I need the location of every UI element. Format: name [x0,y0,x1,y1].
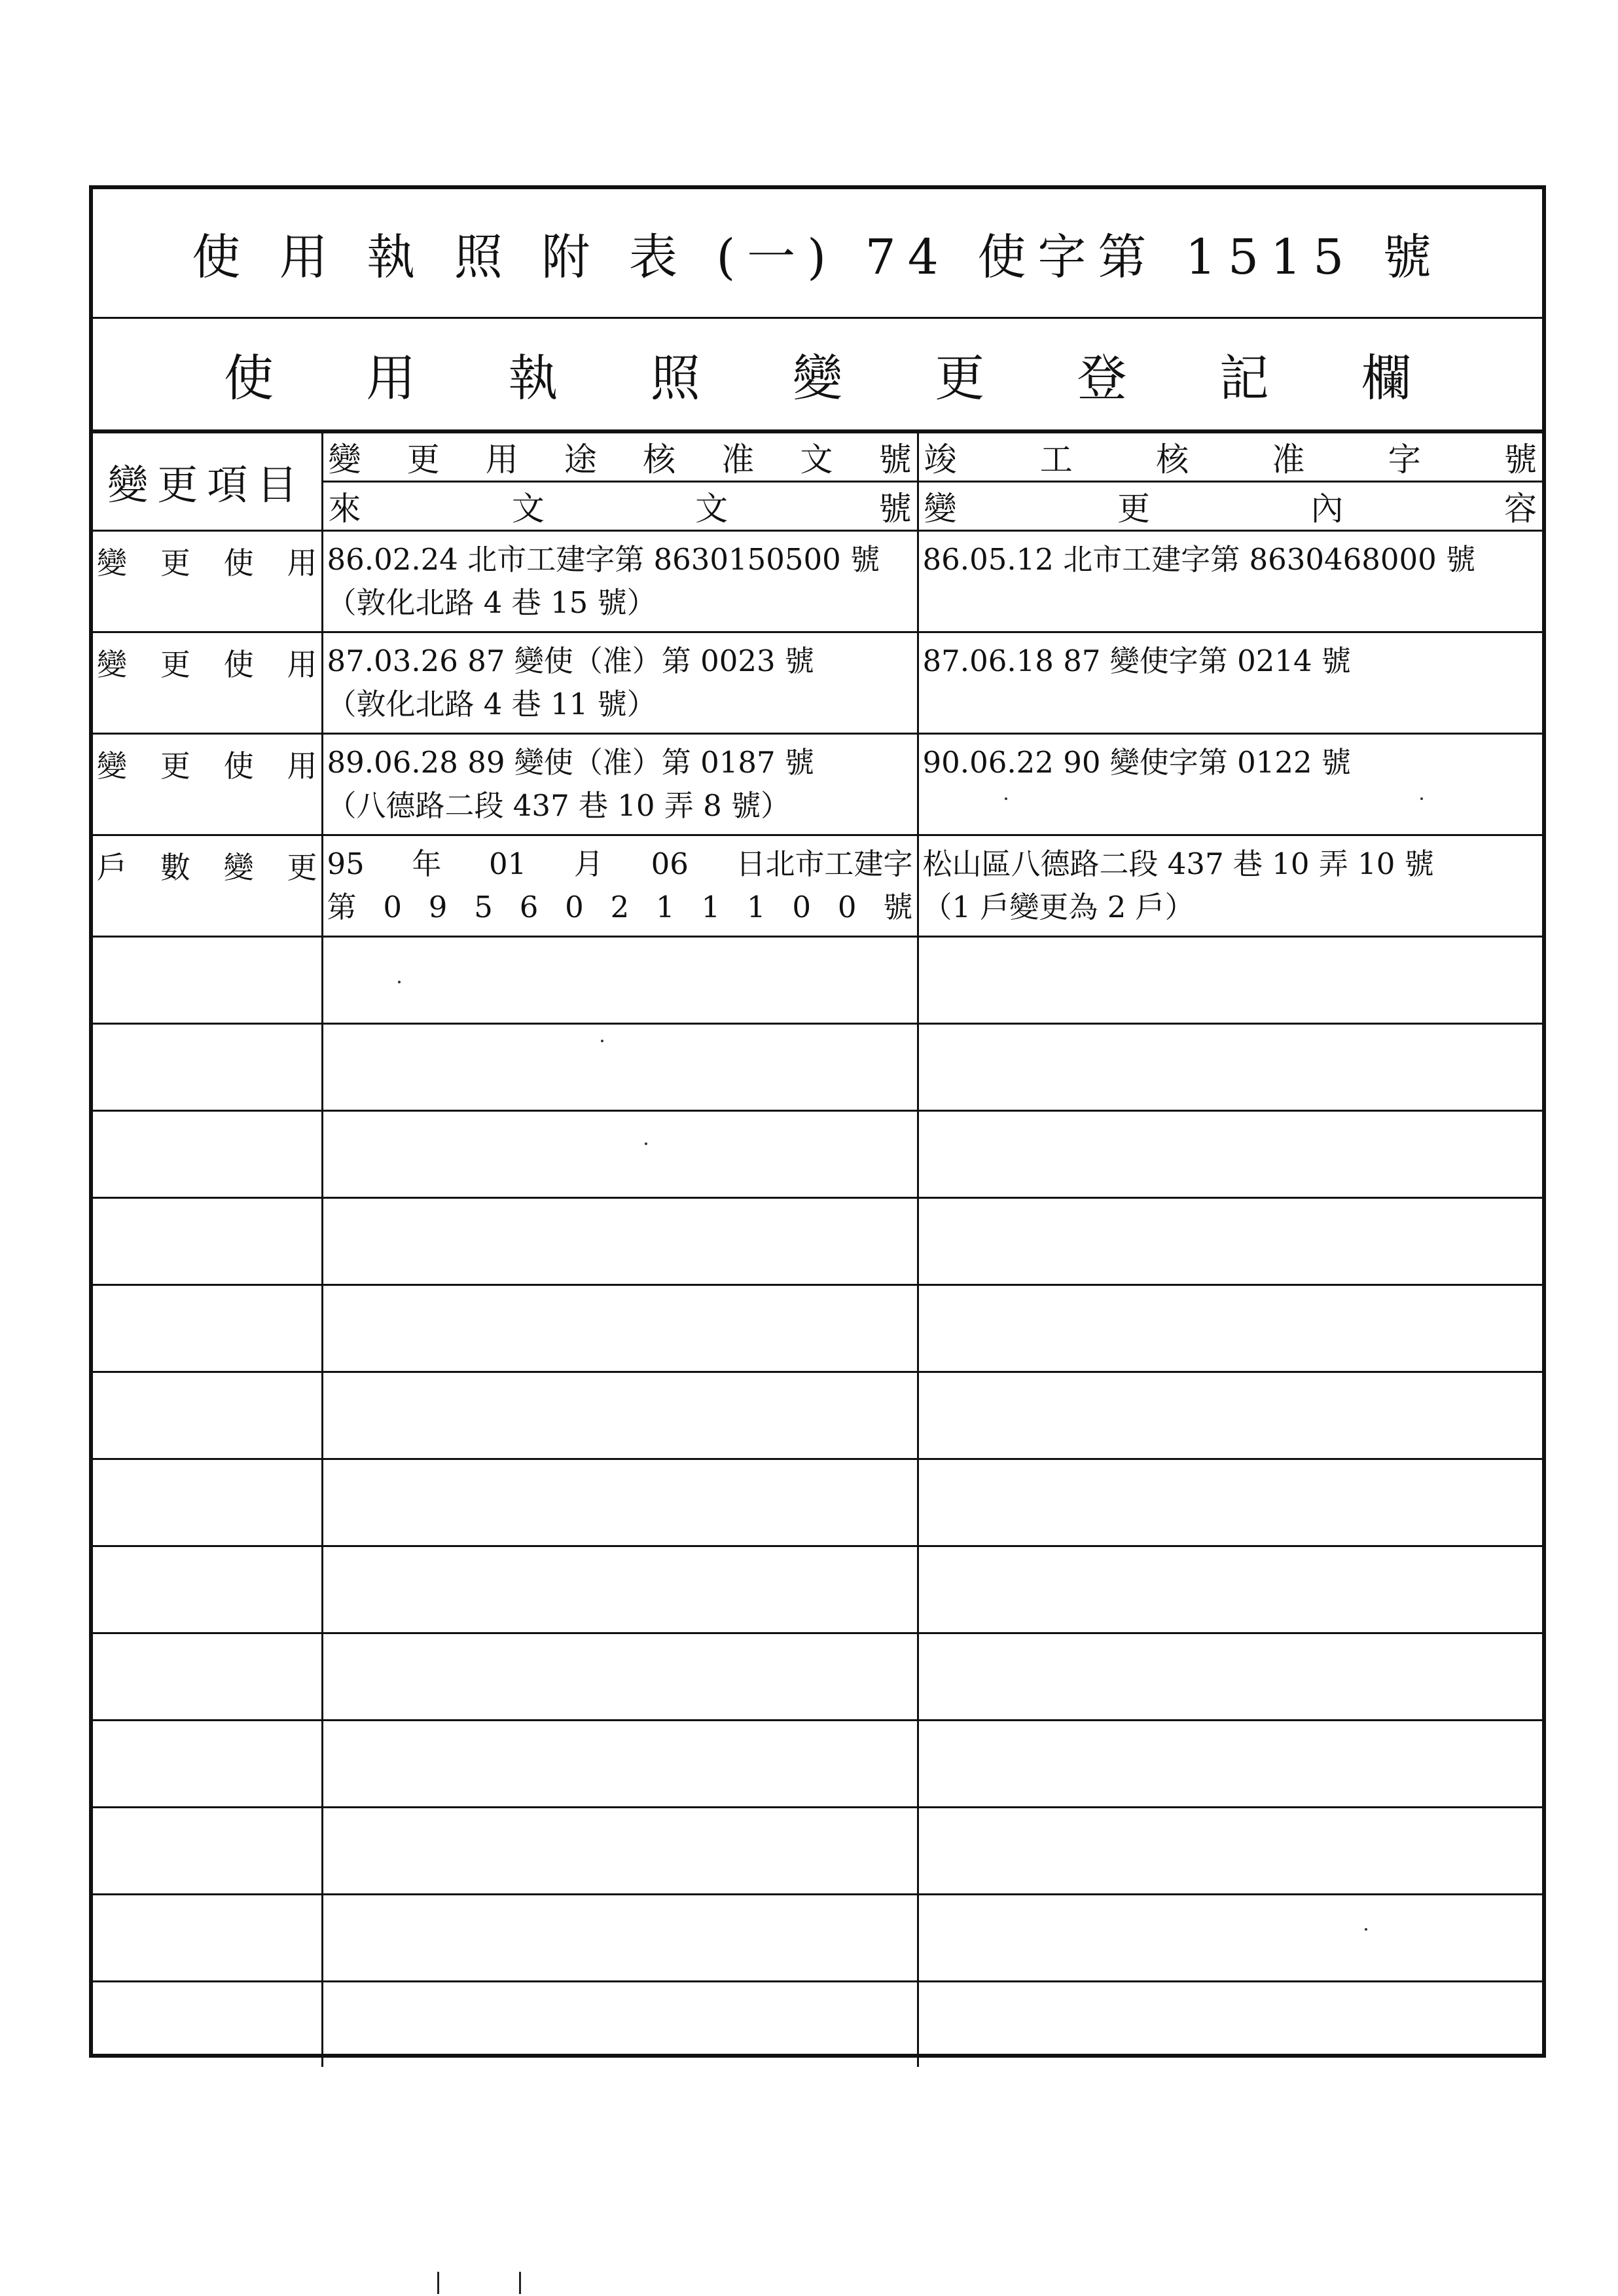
text-part: 6 [519,890,539,924]
document-title: 使 用 執 照 附 表 (一) 74 使字第 1515 號 [93,189,1542,319]
text-part: 0 [837,890,857,924]
row-approval-doc [322,632,918,734]
empty-cell [918,1111,1542,1198]
table-row [93,734,1542,835]
row-completion-doc [918,632,1542,734]
header-char: 文 [800,441,833,479]
empty-row [93,1982,1542,2067]
empty-cell [322,1372,918,1459]
scan-speck [601,1040,603,1042]
empty-cell [93,1285,322,1372]
empty-cell [322,1721,918,1808]
empty-row [93,1285,1542,1372]
header-char: 更 [1117,490,1150,528]
empty-row [93,1546,1542,1633]
row-line: （敦化北路 4 巷 11 號） [327,687,656,721]
header-char: 內 [1310,490,1344,528]
row-approval-doc [322,531,918,632]
item-char: 變 [97,748,127,784]
row-completion-doc [918,734,1542,835]
header-char: 更 [406,441,440,479]
table-row [93,632,1542,734]
empty-cell [93,1459,322,1546]
empty-row [93,1372,1542,1459]
header-char: 工 [1039,441,1073,479]
row-line: （八德路二段 437 巷 10 弄 8 號） [327,788,791,823]
subtitle-char: 使 [224,349,274,407]
section-subtitle [93,319,1542,431]
empty-cell [93,1546,322,1633]
row-line: （敦化北路 4 巷 15 號） [327,585,656,620]
subtitle-char: 記 [1219,349,1269,407]
item-char: 變 [223,850,254,885]
row-line: 90.06.22 90 變使字第 0122 號 [922,745,1351,780]
text-part: 0 [383,890,402,924]
empty-cell [93,1808,322,1895]
header-char: 號 [878,441,912,479]
empty-cell [322,1633,918,1721]
item-char: 使 [223,545,254,581]
scan-speck [1365,1928,1367,1931]
row-line: 89.06.28 89 變使（准）第 0187 號 [327,745,814,780]
empty-cell [322,1895,918,1982]
scan-speck [1005,797,1007,800]
row-line: 87.03.26 87 變使（准）第 0023 號 [327,644,814,678]
row-item [93,632,322,734]
header-char: 容 [1504,490,1537,528]
text-part: 月 [573,847,603,881]
row-approval-doc [322,734,918,835]
row-completion-doc [918,531,1542,632]
empty-row [93,937,1542,1024]
text-part: 1 [656,890,675,924]
empty-cell [918,1546,1542,1633]
text-part: 06 [651,847,689,881]
scan-speck [645,1142,647,1145]
empty-cell [322,1808,918,1895]
empty-cell [322,1198,918,1285]
empty-row [93,1024,1542,1111]
item-char: 數 [160,850,190,885]
binder-mark [519,2272,521,2294]
item-char: 更 [160,748,190,784]
header-char: 准 [1272,441,1305,479]
text-part: 01 [489,847,527,881]
empty-row [93,1633,1542,1721]
empty-cell [322,1459,918,1546]
empty-cell [918,1024,1542,1111]
empty-cell [918,1459,1542,1546]
header-char: 變 [924,490,957,528]
row-line [327,886,913,929]
header-char: 來 [328,490,361,528]
item-char: 使 [223,647,254,682]
empty-cell [322,1982,918,2067]
text-part: 1 [701,890,721,924]
row-item [93,531,322,632]
header-char: 途 [564,441,597,479]
item-char: 使 [223,748,254,784]
header-incoming-doc-number [322,482,918,531]
empty-cell [918,1198,1542,1285]
header-change-content [918,482,1542,531]
empty-cell [918,1982,1542,2067]
empty-cell [918,1721,1542,1808]
row-approval-doc [322,835,918,937]
text-part: 號 [883,890,913,924]
empty-cell [93,1111,322,1198]
item-char: 用 [287,545,317,581]
subtitle-char: 變 [793,349,842,407]
header-char: 號 [878,490,912,528]
subtitle-char: 登 [1077,349,1127,407]
text-part: 0 [792,890,812,924]
subtitle-char: 用 [366,349,416,407]
binder-mark [437,2272,439,2294]
text-part: 0 [565,890,584,924]
text-part: 5 [474,890,493,924]
text-part: 日北市工建字 [736,847,913,881]
text-part: 2 [610,890,630,924]
subtitle-char: 執 [508,349,558,407]
row-line: 86.02.24 北市工建字第 8630150500 號 [327,542,880,577]
header-char: 字 [1388,441,1421,479]
row-line [327,843,913,886]
empty-cell [93,1198,322,1285]
header-char: 號 [1503,441,1537,479]
row-line: （1 戶變更為 2 戶） [922,890,1195,924]
empty-cell [918,937,1542,1024]
item-char: 更 [160,545,190,581]
item-char: 戶 [97,850,127,885]
register-table-area [93,431,1542,2054]
empty-cell [93,1982,322,2067]
empty-cell [93,1633,322,1721]
register-frame [89,185,1546,2058]
header-row-top [93,433,1542,482]
table-row [93,835,1542,937]
header-completion-number [918,433,1542,482]
empty-cell [93,1721,322,1808]
empty-cell [93,1372,322,1459]
row-line: 86.05.12 北市工建字第 8630468000 號 [922,542,1476,577]
header-char: 文 [695,490,728,528]
item-char: 變 [97,647,127,682]
subtitle-char: 照 [650,349,700,407]
empty-cell [918,1372,1542,1459]
text-part: 第 [327,890,357,924]
header-char: 用 [485,441,518,479]
item-char: 變 [97,545,127,581]
scan-speck [1420,797,1423,800]
row-item [93,835,322,937]
item-char: 更 [287,850,317,885]
scan-speck [398,981,401,983]
empty-cell [93,1895,322,1982]
header-change-item: 變更項目 [93,433,322,531]
header-char: 核 [643,441,676,479]
header-approval-number [322,433,918,482]
text-part: 9 [428,890,448,924]
header-char: 文 [511,490,545,528]
empty-cell [918,1808,1542,1895]
empty-cell [322,1285,918,1372]
empty-row [93,1895,1542,1982]
text-part: 1 [746,890,766,924]
table-row [93,531,1542,632]
row-line: 松山區八德路二段 437 巷 10 弄 10 號 [922,847,1434,881]
text-part: 95 [327,847,365,881]
register-table [93,431,1542,2067]
item-char: 用 [287,748,317,784]
empty-cell [918,1895,1542,1982]
subtitle-char: 更 [935,349,985,407]
header-char: 竣 [924,441,957,479]
subtitle-char: 欄 [1361,349,1411,407]
text-part: 年 [412,847,442,881]
empty-cell [322,1546,918,1633]
empty-row [93,1808,1542,1895]
empty-row [93,1111,1542,1198]
header-char: 核 [1156,441,1189,479]
empty-cell [93,1024,322,1111]
empty-cell [322,937,918,1024]
empty-cell [93,937,322,1024]
header-char: 准 [721,441,755,479]
empty-row [93,1198,1542,1285]
empty-cell [918,1285,1542,1372]
row-line: 87.06.18 87 變使字第 0214 號 [922,644,1351,678]
item-char: 用 [287,647,317,682]
header-char: 變 [328,441,361,479]
empty-row [93,1459,1542,1546]
empty-row [93,1721,1542,1808]
item-char: 更 [160,647,190,682]
empty-cell [322,1111,918,1198]
row-item [93,734,322,835]
empty-cell [322,1024,918,1111]
row-completion-doc [918,835,1542,937]
empty-cell [918,1633,1542,1721]
